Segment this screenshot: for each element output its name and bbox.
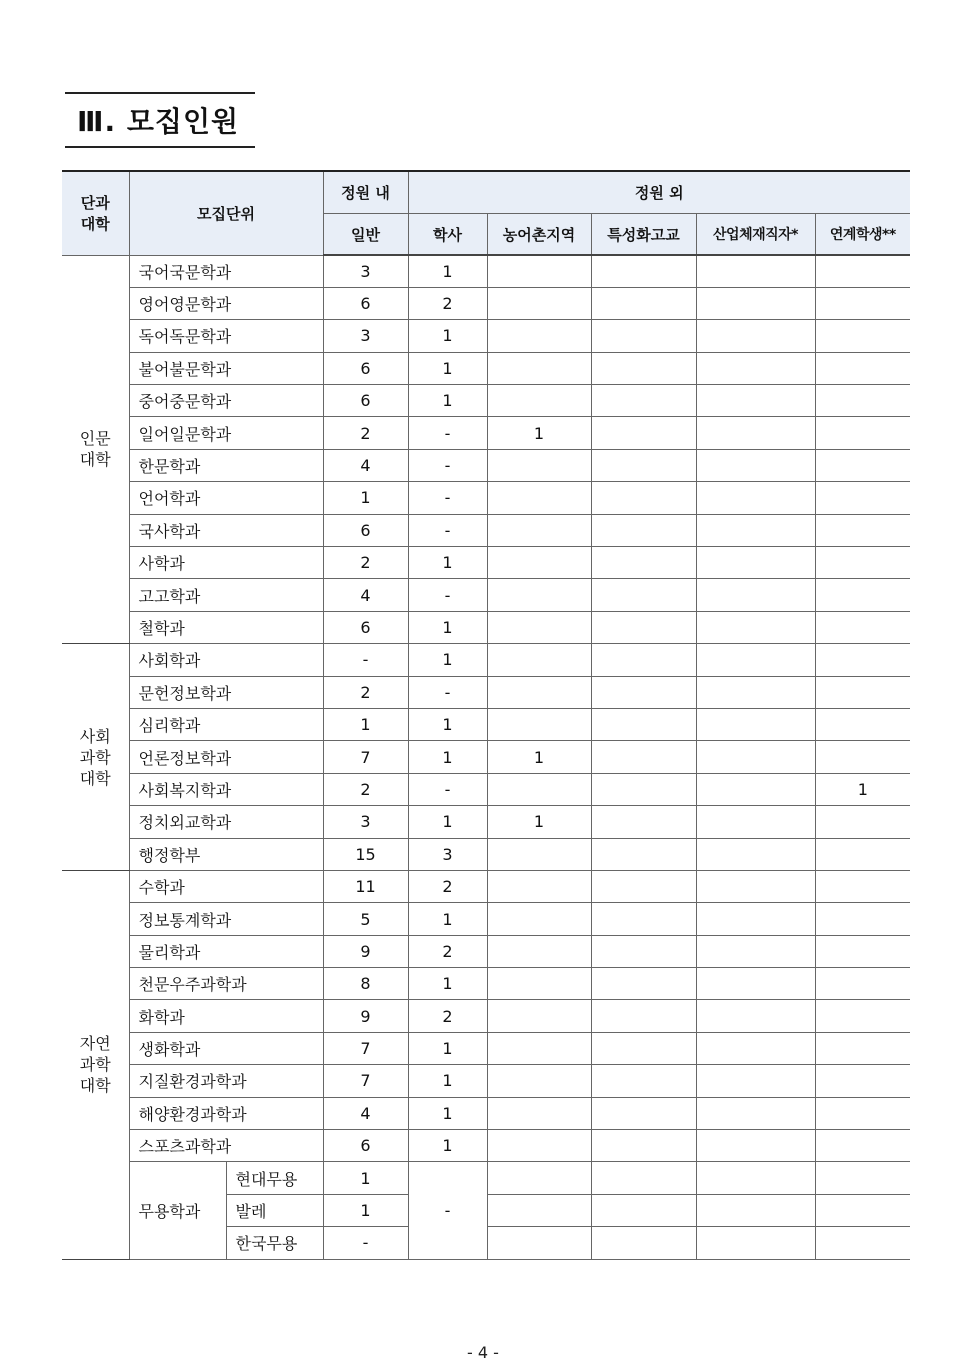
quota-rural [487,320,591,352]
quota-linked [815,903,910,935]
quota-linked [815,644,910,676]
quota-linked [815,1162,910,1194]
quota-industrial [696,1194,815,1226]
quota-rural [487,482,591,514]
quota-linked [815,1065,910,1097]
recruit-unit: 국어국문학과 [129,255,323,287]
table-row [62,935,910,967]
quota-general: 6 [323,385,408,417]
table-row [62,547,910,579]
quota-bachelor: - [408,449,487,481]
quota-rural [487,935,591,967]
quota-specialized [591,611,696,643]
quota-bachelor: - [408,482,487,514]
quota-industrial [696,611,815,643]
table-row [62,1065,910,1097]
recruit-unit: 언론정보학과 [129,741,323,773]
quota-industrial [696,1227,815,1259]
quota-industrial [696,579,815,611]
quota-rural [487,547,591,579]
quota-general: 15 [323,838,408,870]
quota-general: - [323,644,408,676]
quota-specialized [591,1227,696,1259]
quota-specialized [591,806,696,838]
table-row [62,579,910,611]
quota-industrial [696,676,815,708]
table-row [62,320,910,352]
table-row [62,482,910,514]
quota-rural [487,676,591,708]
quota-industrial [696,968,815,1000]
quota-bachelor: 1 [408,1032,487,1064]
page-number: - 4 - [467,1343,499,1362]
quota-general: 5 [323,903,408,935]
table-row [62,773,910,805]
recruit-unit: 행정학부 [129,838,323,870]
quota-specialized [591,287,696,319]
section-heading [65,92,255,148]
quota-linked [815,1032,910,1064]
quota-general: 6 [323,352,408,384]
sub-unit: 한국무용 [226,1227,323,1259]
quota-linked [815,676,910,708]
quota-industrial [696,644,815,676]
quota-bachelor: 2 [408,1000,487,1032]
quota-rural [487,644,591,676]
quota-specialized [591,968,696,1000]
quota-industrial [696,287,815,319]
quota-specialized [591,903,696,935]
quota-linked [815,968,910,1000]
section-title: Ⅲ. 모집인원 [77,105,240,138]
quota-industrial [696,1097,815,1129]
quota-specialized [591,1032,696,1064]
table-row [62,1130,910,1162]
recruit-unit: 물리학과 [129,935,323,967]
quota-linked [815,935,910,967]
table-row [62,644,910,676]
quota-industrial [696,482,815,514]
table-row [62,611,910,643]
table-row [62,287,910,319]
quota-industrial [696,385,815,417]
header-bachelor: 학사 [408,214,487,256]
recruit-unit: 고고학과 [129,579,323,611]
quota-rural [487,968,591,1000]
quota-rural [487,385,591,417]
header-rural: 농어촌지역 [487,214,591,256]
table-row [62,514,910,546]
quota-linked [815,1097,910,1129]
recruit-unit: 무용학과 [129,1162,226,1259]
quota-bachelor: 1 [408,547,487,579]
quota-linked [815,547,910,579]
quota-industrial [696,417,815,449]
quota-linked: 1 [815,773,910,805]
quota-general: 2 [323,417,408,449]
header-general: 일반 [323,214,408,256]
quota-rural [487,255,591,287]
table-row [62,385,910,417]
table-row [62,870,910,902]
quota-general: 1 [323,1194,408,1226]
quota-rural [487,903,591,935]
college-name: 인문 대학 [62,255,129,644]
table-row [62,1032,910,1064]
quota-specialized [591,676,696,708]
table-row [62,1097,910,1129]
quota-industrial [696,935,815,967]
quota-general: 3 [323,320,408,352]
table-body [62,255,910,1259]
quota-general: 4 [323,579,408,611]
recruit-unit: 생화학과 [129,1032,323,1064]
quota-general: 2 [323,773,408,805]
quota-specialized [591,1130,696,1162]
quota-bachelor: 1 [408,255,487,287]
quota-linked [815,352,910,384]
quota-linked [815,579,910,611]
quota-industrial [696,449,815,481]
quota-rural: 1 [487,417,591,449]
quota-bachelor: - [408,579,487,611]
quota-general: 6 [323,514,408,546]
recruit-unit: 한문학과 [129,449,323,481]
quota-general: 4 [323,449,408,481]
table-row [62,741,910,773]
quota-bachelor: - [408,773,487,805]
recruit-unit: 불어불문학과 [129,352,323,384]
quota-bachelor: 1 [408,708,487,740]
quota-specialized [591,417,696,449]
recruit-unit: 영어영문학과 [129,287,323,319]
quota-linked [815,806,910,838]
quota-rural [487,1162,591,1194]
quota-rural [487,1032,591,1064]
table-row [62,352,910,384]
quota-rural [487,611,591,643]
recruit-unit: 독어독문학과 [129,320,323,352]
quota-bachelor: 2 [408,287,487,319]
recruit-unit: 철학과 [129,611,323,643]
quota-general: 6 [323,611,408,643]
quota-linked [815,514,910,546]
quota-bachelor: 1 [408,385,487,417]
quota-specialized [591,1162,696,1194]
quota-bachelor: 1 [408,644,487,676]
table-row [62,968,910,1000]
quota-linked [815,417,910,449]
quota-general: 7 [323,741,408,773]
quota-specialized [591,385,696,417]
quota-specialized [591,547,696,579]
recruit-unit: 천문우주과학과 [129,968,323,1000]
quota-general: 9 [323,1000,408,1032]
quota-general: 2 [323,676,408,708]
quota-industrial [696,514,815,546]
recruit-unit: 수학과 [129,870,323,902]
quota-specialized [591,1097,696,1129]
quota-specialized [591,514,696,546]
recruit-unit: 심리학과 [129,708,323,740]
quota-industrial [696,1065,815,1097]
quota-rural [487,579,591,611]
quota-linked [815,870,910,902]
quota-bachelor: - [408,514,487,546]
recruit-unit: 해양환경과학과 [129,1097,323,1129]
quota-bachelor: 1 [408,903,487,935]
quota-industrial [696,741,815,773]
table-row [62,1162,910,1194]
quota-general: - [323,1227,408,1259]
quota-rural [487,1227,591,1259]
college-name: 자연 과학 대학 [62,870,129,1259]
quota-industrial [696,255,815,287]
header-inner-quota: 정원 내 [323,171,408,214]
recruit-unit: 정치외교학과 [129,806,323,838]
recruit-unit: 스포츠과학과 [129,1130,323,1162]
recruit-unit: 국사학과 [129,514,323,546]
quota-bachelor: 3 [408,838,487,870]
quota-general: 7 [323,1032,408,1064]
quota-linked [815,287,910,319]
quota-industrial [696,1000,815,1032]
quota-linked [815,320,910,352]
quota-bachelor: - [408,676,487,708]
quota-linked [815,741,910,773]
quota-rural [487,838,591,870]
table-row [62,903,910,935]
quota-general: 6 [323,287,408,319]
quota-linked [815,1227,910,1259]
quota-linked [815,1000,910,1032]
quota-bachelor: 1 [408,968,487,1000]
quota-bachelor: - [408,1162,487,1259]
quota-industrial [696,547,815,579]
header-college: 단과 대학 [62,171,129,255]
quota-linked [815,1130,910,1162]
quota-general: 1 [323,1162,408,1194]
quota-bachelor: - [408,417,487,449]
quota-bachelor: 1 [408,1130,487,1162]
quota-industrial [696,320,815,352]
sub-unit: 현대무용 [226,1162,323,1194]
quota-industrial [696,903,815,935]
recruit-unit: 일어일문학과 [129,417,323,449]
quota-general: 3 [323,255,408,287]
quota-bachelor: 2 [408,935,487,967]
quota-linked [815,611,910,643]
quota-linked [815,1194,910,1226]
quota-linked [815,449,910,481]
quota-rural [487,514,591,546]
quota-general: 3 [323,806,408,838]
quota-linked [815,482,910,514]
quota-general: 11 [323,870,408,902]
recruit-unit: 중어중문학과 [129,385,323,417]
table-row [62,1000,910,1032]
recruit-unit: 지질환경과학과 [129,1065,323,1097]
quota-rural [487,1130,591,1162]
table-row [62,676,910,708]
quota-bachelor: 1 [408,1065,487,1097]
quota-specialized [591,579,696,611]
quota-general: 6 [323,1130,408,1162]
quota-linked [815,385,910,417]
college-name: 사회 과학 대학 [62,644,129,871]
header-specialized: 특성화고교 [591,214,696,256]
recruit-unit: 문헌정보학과 [129,676,323,708]
recruit-unit: 화학과 [129,1000,323,1032]
recruit-unit: 사회학과 [129,644,323,676]
header-industrial: 산업체재직자* [696,214,815,256]
table-row [62,806,910,838]
quota-bachelor: 1 [408,611,487,643]
quota-linked [815,255,910,287]
quota-specialized [591,352,696,384]
quota-specialized [591,1065,696,1097]
quota-linked [815,838,910,870]
quota-industrial [696,352,815,384]
header-outer-quota: 정원 외 [408,171,910,214]
quota-bachelor: 1 [408,1097,487,1129]
quota-industrial [696,838,815,870]
quota-general: 4 [323,1097,408,1129]
quota-industrial [696,870,815,902]
quota-industrial [696,1032,815,1064]
quota-industrial [696,1162,815,1194]
admission-quota-table [62,170,910,1260]
quota-specialized [591,838,696,870]
quota-specialized [591,935,696,967]
quota-rural [487,773,591,805]
table-row [62,449,910,481]
quota-industrial [696,708,815,740]
quota-specialized [591,1194,696,1226]
table-row [62,838,910,870]
recruit-unit: 사회복지학과 [129,773,323,805]
quota-specialized [591,320,696,352]
quota-general: 7 [323,1065,408,1097]
quota-bachelor: 1 [408,352,487,384]
quota-rural: 1 [487,741,591,773]
quota-specialized [591,449,696,481]
quota-bachelor: 1 [408,806,487,838]
quota-industrial [696,773,815,805]
quota-general: 8 [323,968,408,1000]
quota-rural [487,287,591,319]
table-row [62,708,910,740]
quota-rural [487,1065,591,1097]
quota-specialized [591,773,696,805]
quota-rural [487,449,591,481]
quota-specialized [591,870,696,902]
quota-specialized [591,708,696,740]
header-unit: 모집단위 [129,171,323,255]
quota-industrial [696,1130,815,1162]
quota-specialized [591,1000,696,1032]
quota-rural [487,870,591,902]
table-row [62,417,910,449]
quota-bachelor: 2 [408,870,487,902]
quota-specialized [591,255,696,287]
sub-unit: 발레 [226,1194,323,1226]
quota-specialized [591,741,696,773]
recruit-unit: 사학과 [129,547,323,579]
quota-linked [815,708,910,740]
header-linked: 연계학생** [815,214,910,256]
quota-general: 1 [323,708,408,740]
quota-rural [487,708,591,740]
quota-industrial [696,806,815,838]
quota-general: 1 [323,482,408,514]
quota-specialized [591,482,696,514]
recruit-unit: 정보통계학과 [129,903,323,935]
recruit-unit: 언어학과 [129,482,323,514]
quota-rural [487,1000,591,1032]
quota-general: 9 [323,935,408,967]
quota-rural [487,1194,591,1226]
table-row [62,255,910,287]
quota-rural [487,352,591,384]
quota-specialized [591,644,696,676]
quota-general: 2 [323,547,408,579]
quota-rural: 1 [487,806,591,838]
quota-rural [487,1097,591,1129]
quota-bachelor: 1 [408,320,487,352]
quota-bachelor: 1 [408,741,487,773]
